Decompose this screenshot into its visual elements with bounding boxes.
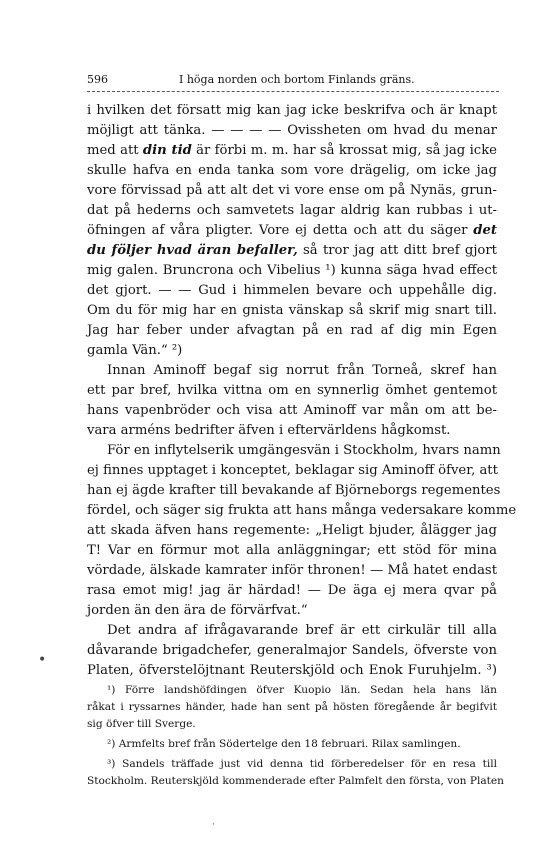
footnote-line: sig öfver till Sverge.: [87, 718, 196, 730]
text-line: mig galen. Bruncrona och Vibelius ¹) kunna säga hvad effect: [87, 263, 497, 278]
text-line: vördade, älskade kamrater inför thronen! — Må hatet endast: [87, 563, 497, 578]
text-line: möjligt att tänka. — — — — Ovissheten om hvad du menar: [87, 123, 497, 138]
text-line: dåvarande brigadchefer, generalmajor Sandels, öfverste von: [87, 643, 497, 658]
text-line: att skada äfven hans regemente: „Heligt bjuder, ålägger jag: [87, 523, 497, 538]
text-line: hans vapenbröder och visa att Aminoff var mån om att be-: [87, 403, 497, 418]
text-line: det gjort. — — Gud i himmelen bevare och uppehålle dig.: [87, 283, 497, 298]
text-line: dat på hederns och samvetets lagar aldrig kan rubbas i ut-: [87, 203, 497, 218]
text-line: ett par bref, hvilka vittna om en synnerlig ömhet gentemot: [87, 383, 497, 398]
footnote-line: ¹) Förre landshöfdingen öfver Kuopio län. Sedan hela hans län: [107, 684, 497, 696]
text-line: skulle hafva en enda tanka som vore drägelig, om icke jag: [87, 163, 497, 178]
text-line: du följer hvad äran befaller, så tror jag att ditt bref gjort: [87, 243, 497, 258]
emphasis: du följer hvad äran befaller,: [87, 243, 298, 258]
footnote-line: ²) Armfelts bref från Södertelge den 18 februari. Rilax samlingen.: [107, 738, 461, 750]
footnote-line: ³) Sandels träffade just vid denna tid förberedelser för en resa till: [107, 758, 497, 770]
footnote-line: råkat i ryssarnes händer, hade han sent på hösten föregående år begifvit: [87, 701, 497, 713]
text-line: Det andra af ifrågavarande bref är ett cirkulär till alla: [107, 623, 497, 638]
text-line: öfningen af våra pligter. Vore ej detta och att du säger det: [87, 223, 497, 238]
text-line: vore förvissad på att alt det vi vore ense om på Nynäs, grun-: [87, 183, 497, 198]
page-number: 596: [87, 73, 108, 86]
text-line: fördel, och säger sig frukta att hans många vedersakare komme: [87, 503, 517, 518]
text-line: vara arméns bedrifter äfven i eftervärldens hågkomst.: [87, 423, 451, 438]
text-line: Om du för mig har en gnista vänskap så skrif mig snart till.: [87, 303, 497, 318]
text-line: Innan Aminoff begaf sig norrut från Torneå, skref han: [107, 363, 497, 378]
bottom-dot: ·: [212, 820, 215, 830]
text-line: rasa emot mig! jag är härdad! — De äga ej mera qvar på: [87, 583, 497, 598]
text-line: han ej ägde krafter till bevakande af Björneborgs regementes: [87, 483, 501, 498]
text-line: ej finnes upptaget i konceptet, beklagar sig Aminoff öfver, att: [87, 463, 498, 478]
header-rule: [87, 91, 499, 92]
text-line: med att din tid är förbi m. m. har så krossat mig, så jag icke: [87, 143, 497, 158]
text-line: T! Var en förmur mot alla anläggningar; ett stöd för mina: [87, 543, 497, 558]
text-line: jorden än den ära de förvärfvat.“: [87, 603, 308, 618]
text-line: Jag har feber under afvagtan på en rad af dig min Egen: [87, 323, 497, 338]
emphasis: det: [473, 223, 497, 238]
emphasis: din tid: [142, 143, 192, 158]
text-line: För en inflytelserik umgängesvän i Stockholm, hvars namn: [107, 443, 501, 458]
footnote-line: Stockholm. Reuterskjöld kommenderade efter Palmfelt den första, von Platen: [87, 775, 504, 787]
running-title: I höga norden och bortom Finlands gräns.: [179, 73, 415, 86]
margin-dot: •: [38, 652, 47, 668]
text-line: Platen, öfverstelöjtnant Reuterskjöld och Enok Furuhjelm. ³): [87, 663, 497, 678]
text-line: gamla Vän.“ ²): [87, 343, 183, 358]
text-line: i hvilken det försatt mig kan jag icke beskrifva och är knapt: [87, 103, 497, 118]
